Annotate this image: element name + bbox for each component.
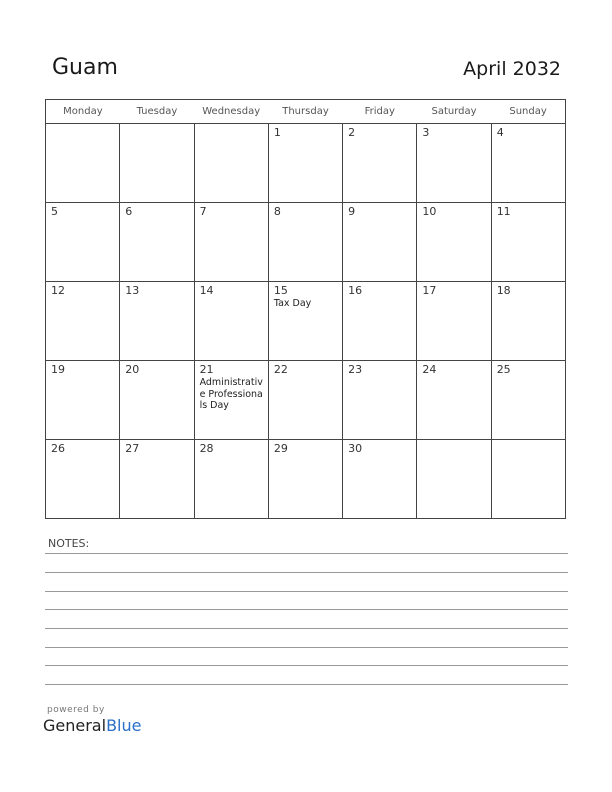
day-cell (343, 440, 417, 519)
day-number: 4 (496, 126, 504, 139)
day-cell (46, 203, 120, 282)
week-row (46, 440, 566, 519)
day-cell (417, 282, 491, 361)
notes-line (45, 647, 568, 648)
day-cell (194, 203, 268, 282)
day-cell (120, 124, 194, 203)
day-number: 23 (348, 363, 363, 376)
notes-line (45, 665, 568, 666)
day-cell (194, 124, 268, 203)
day-cell (491, 440, 565, 519)
powered-by-text: powered by (47, 705, 105, 715)
region-title: Guam (52, 55, 118, 80)
day-number: 27 (125, 442, 140, 455)
holiday-label: Tax Day (273, 298, 312, 309)
day-cell (417, 440, 491, 519)
notes-label: NOTES: (48, 537, 90, 550)
day-number: 12 (51, 284, 65, 297)
weekday-header: Saturday (417, 100, 491, 124)
day-number: 21 (199, 363, 214, 376)
day-cell (343, 361, 417, 440)
day-number: 15 (273, 284, 288, 297)
day-number: 6 (125, 205, 133, 218)
notes-line (45, 572, 568, 573)
brand-blue: Blue (106, 716, 142, 735)
day-number: 17 (422, 284, 437, 297)
day-number: 13 (125, 284, 140, 297)
day-cell (268, 282, 342, 361)
day-number: 24 (422, 363, 437, 376)
day-cell (46, 282, 120, 361)
day-cell (417, 361, 491, 440)
day-number: 29 (273, 442, 288, 455)
day-number: 1 (273, 126, 281, 139)
weekday-header: Monday (46, 100, 120, 124)
day-cell (491, 124, 565, 203)
day-cell (268, 440, 342, 519)
day-number: 8 (273, 205, 281, 218)
weekday-header: Friday (343, 100, 417, 124)
week-row (46, 361, 566, 440)
weekday-header: Sunday (491, 100, 565, 124)
day-cell (120, 440, 194, 519)
day-cell (268, 361, 342, 440)
day-number: 18 (496, 284, 511, 297)
week-row (46, 203, 566, 282)
day-cell (417, 203, 491, 282)
day-cell (417, 124, 491, 203)
day-cell (343, 124, 417, 203)
month-year-title: April 2032 (463, 58, 561, 80)
holiday-label: Administrative Professionals Day (199, 377, 263, 411)
day-cell (120, 203, 194, 282)
day-cell (343, 282, 417, 361)
day-number: 30 (348, 442, 363, 455)
day-cell (491, 361, 565, 440)
day-cell (46, 361, 120, 440)
day-number: 25 (496, 363, 511, 376)
brand-logo (43, 716, 141, 735)
notes-line (45, 684, 568, 685)
notes-line (45, 609, 568, 610)
day-number: 14 (199, 284, 214, 297)
day-number: 28 (199, 442, 214, 455)
weekday-header: Thursday (268, 100, 342, 124)
notes-line (45, 591, 568, 592)
day-cell (194, 361, 268, 440)
day-number: 5 (51, 205, 58, 218)
day-number: 3 (422, 126, 430, 139)
day-number: 20 (125, 363, 140, 376)
day-cell (491, 282, 565, 361)
day-cell (46, 124, 120, 203)
day-cell (194, 282, 268, 361)
day-cell (343, 203, 417, 282)
weekday-header: Wednesday (194, 100, 268, 124)
day-number: 10 (422, 205, 437, 218)
day-cell (268, 203, 342, 282)
day-number: 22 (273, 363, 288, 376)
day-cell (268, 124, 342, 203)
notes-line (45, 628, 568, 629)
day-number: 19 (51, 363, 65, 376)
day-cell (46, 440, 120, 519)
day-number: 11 (496, 205, 511, 218)
brand-general: General (43, 716, 107, 735)
notes-line (45, 553, 568, 554)
day-number: 7 (199, 205, 207, 218)
weekday-header-row (46, 100, 566, 124)
day-cell (120, 282, 194, 361)
day-cell (194, 440, 268, 519)
weekday-header: Tuesday (120, 100, 194, 124)
day-number: 16 (348, 284, 363, 297)
week-row (46, 124, 566, 203)
day-cell (491, 203, 565, 282)
calendar-grid (45, 99, 566, 519)
day-cell (120, 361, 194, 440)
week-row (46, 282, 566, 361)
day-number: 2 (348, 126, 356, 139)
day-number: 9 (348, 205, 356, 218)
day-number: 26 (51, 442, 65, 455)
